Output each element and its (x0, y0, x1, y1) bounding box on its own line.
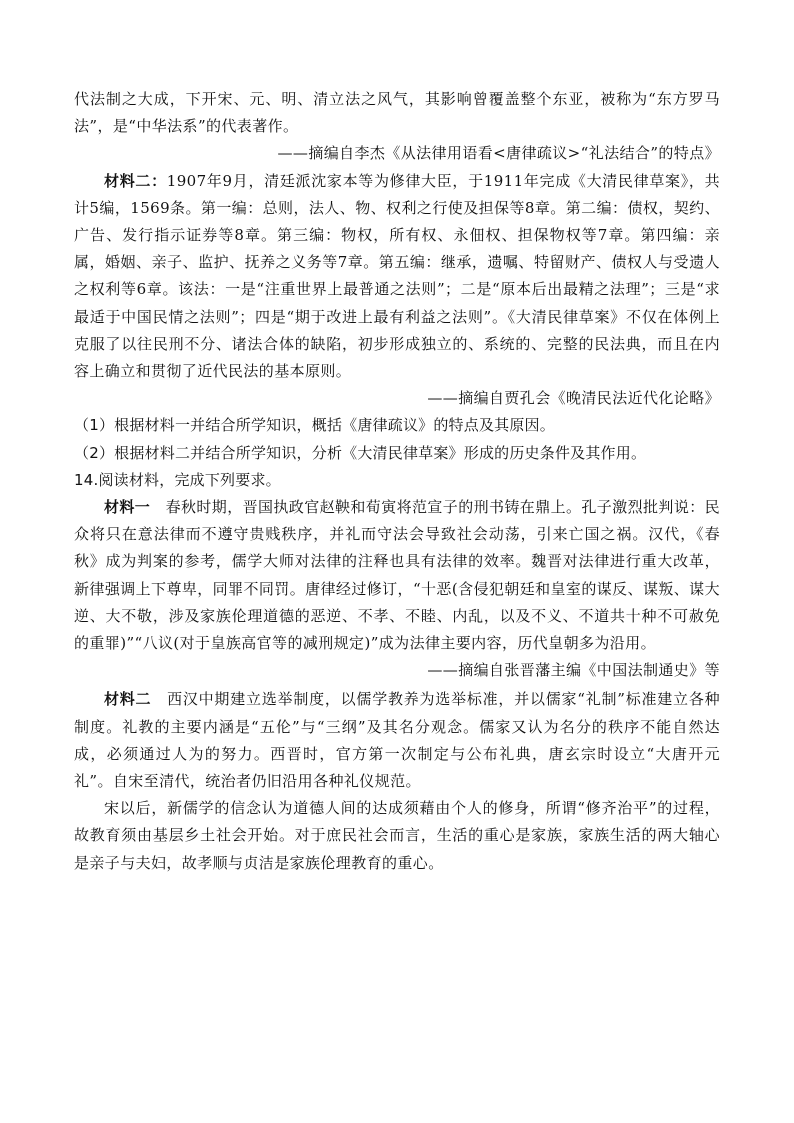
q14-material-one-text: 春秋时期，晋国执政官赵鞅和荀寅将范宣子的刑书铸在鼎上。孔子激烈批判说：民众将只在意法律而不遵守贵贱秩序，并礼而守法会导致社会动荡，引来亡国之祸。汉代，《春秋》成为判案的参考，儒学大师对法律的注释也具有法律的效率。魏晋对法律进行重大改革，新律强调上下尊卑，同罪不同罚。唐律经过修订，“十恶(含侵犯朝廷和皇室的谋反、谋叛、谋大逆、大不敬，涉及家族伦理道德的恶逆、不孝、不睦、内乱，以及不义、不道共十种不可赦免的重罪)”“八议(对于皇族高官等的减刑规定)”成为法律主要内容，历代皇朝多为沿用。 (74, 498, 721, 653)
question-2: （2）根据材料二并结合所学知识，分析《大清民律草案》形成的历史条件及其作用。 (74, 443, 647, 462)
question-14-title: 14.阅读材料，完成下列要求。 (74, 470, 281, 489)
source-citation-1: ——摘编自李杰《从法律用语看<唐律疏议>“礼法结合”的特点》 (277, 144, 720, 163)
document-page (74, 86, 720, 877)
material-two-label: 材料二： (104, 171, 167, 190)
material-two-text: 1907年9月，清廷派沈家本等为修律大臣，于1911年完成《大清民律草案》，共计5编，1569条。第一编：总则，法人、物、权利之行使及担保等8章。第二编：债权，契约、广告、发行指示证券等8章。第三编：物权，所有权、永佃权、担保物权等7章。第四编：亲属，婚姻、亲子、监护、抚养之义务等7章。第五编：继承，遗嘱、特留财产、债权人与受遗人之权利等6章。该法：一是“注重世界上最普通之法则”；二是“原本后出最精之法理”；三是“求最适于中国民情之法则”；四是“期于改进上最有利益之法则”。《大清民律草案》不仅在体例上克服了以往民刑不分、诸法合体的缺陷，初步形成独立的、系统的、完整的民法典，而且在内容上确立和贯彻了近代民法的基本原则。 (74, 171, 720, 381)
paragraph-continuation: 代法制之大成，下开宋、元、明、清立法之风气，其影响曾覆盖整个东亚，被称为“东方罗马法”，是“中华法系”的代表著作。 (74, 90, 720, 136)
q14-material-two-paragraph (74, 686, 720, 795)
question-1: （1）根据材料一并结合所学知识，概括《唐律疏议》的特点及其原因。 (74, 416, 555, 435)
material-two-paragraph (74, 168, 720, 386)
source-citation-3: ——摘编自张晋藩主编《中国法制通史》等 (427, 661, 720, 680)
q14-material-one-label: 材料一 (104, 498, 151, 517)
q14-material-two-label: 材料二 (104, 690, 152, 709)
source-citation-2: ——摘编自贾孔会《晚清民法近代化论略》 (427, 389, 720, 408)
q14-material-two-paragraph-2: 宋以后，新儒学的信念认为道德人间的达成须藉由个人的修身，所谓“修齐治平”的过程，故教育须由基层乡土社会开始。对于庶民社会而言，生活的重心是家族，家族生活的两大轴心是亲子与夫妇，故孝顺与贞洁是家族伦理教育的重心。 (74, 799, 720, 872)
q14-material-one-paragraph (74, 494, 720, 657)
q14-material-two-text: 西汉中期建立选举制度，以儒学教养为选举标准，并以儒家“礼制”标准建立各种制度。礼教的主要内涵是“五伦”与“三纲”及其名分观念。儒家又认为名分的秩序不能自然达成，必须通过人为的努力。西晋时，官方第一次制定与公布礼典，唐玄宗时设立“大唐开元礼”。自宋至清代，统治者仍旧沿用各种礼仪规范。 (74, 690, 720, 791)
